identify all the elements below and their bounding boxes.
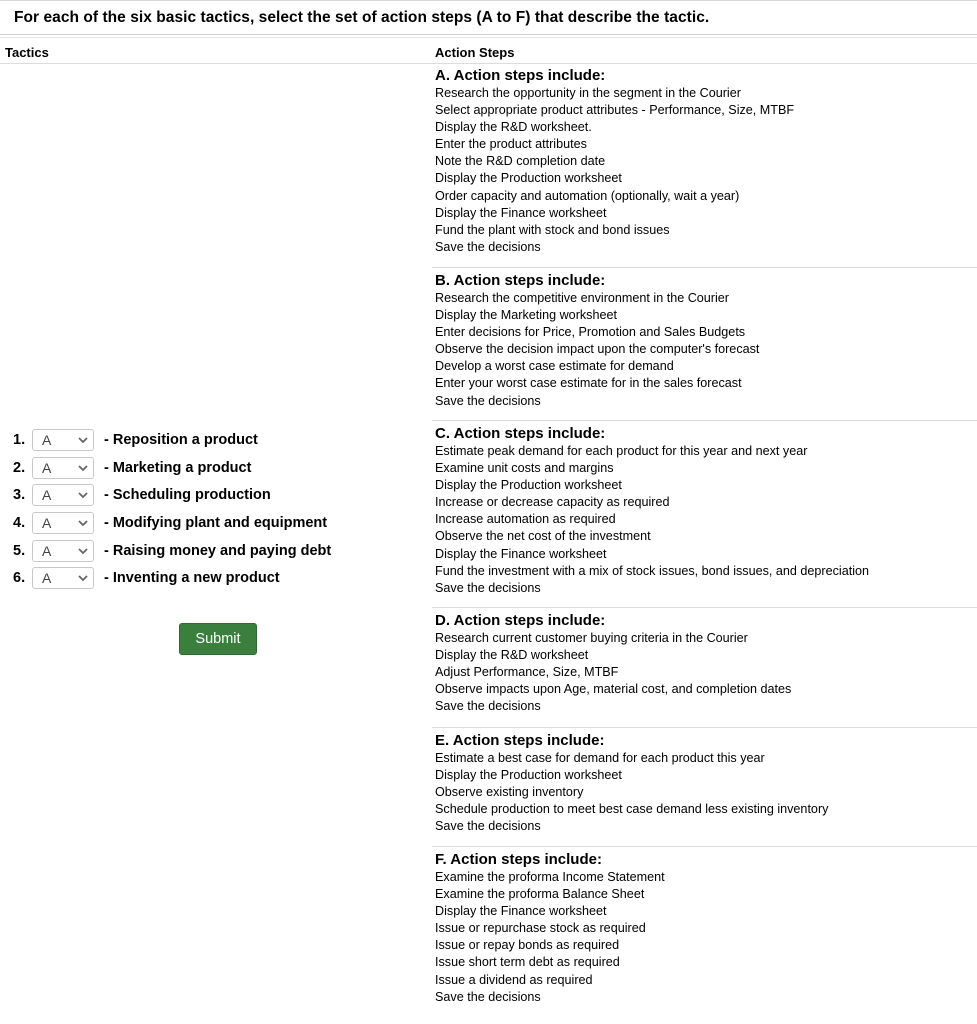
tactic-label: - Inventing a new product <box>104 570 280 586</box>
section-title: A. Action steps include: <box>435 67 606 84</box>
step-item: Enter your worst case estimate for in the sales forecast <box>435 376 742 391</box>
question-text: For each of the six basic tactics, select the set of action steps (A to F) that describe the tactic. <box>14 9 710 26</box>
column-header-divider <box>0 63 977 64</box>
tactic-row <box>0 512 420 536</box>
select-value: A <box>42 432 52 448</box>
step-item: Research the opportunity in the segment in the Courier <box>435 86 741 100</box>
section-title: B. Action steps include: <box>435 272 606 289</box>
step-item: Display the Production worksheet <box>435 171 622 186</box>
section-title: E. Action steps include: <box>435 732 605 749</box>
step-item: Display the Finance worksheet <box>435 904 607 919</box>
step-item: Select appropriate product attributes - Performance, Size, MTBF <box>435 103 795 118</box>
tactic-2-select[interactable] <box>32 457 94 479</box>
step-item: Save the decisions <box>435 989 541 1004</box>
section-divider <box>432 727 977 728</box>
step-item: Display the Production worksheet <box>435 768 622 783</box>
step-item: Adjust Performance, Size, MTBF <box>435 665 619 680</box>
tactic-1-select[interactable] <box>32 429 94 451</box>
tactic-6-select[interactable] <box>32 567 94 589</box>
step-item: Fund the plant with stock and bond issues <box>435 222 670 237</box>
step-item: Issue or repay bonds as required <box>435 938 620 953</box>
tactic-label: - Modifying plant and equipment <box>104 515 328 531</box>
tactic-3-select[interactable] <box>32 484 94 506</box>
tactic-row <box>0 457 420 481</box>
chevron-down-icon <box>78 548 88 555</box>
step-item: Save the decisions <box>435 580 541 595</box>
top-divider <box>0 0 977 1</box>
chevron-down-icon <box>78 465 88 472</box>
step-item: Issue or repurchase stock as required <box>435 921 646 936</box>
tactic-number: 6. <box>13 570 26 586</box>
step-item: Research the competitive environment in the Courier <box>435 291 729 305</box>
step-item: Note the R&D completion date <box>435 154 606 169</box>
select-value: A <box>42 487 52 503</box>
submit-button[interactable]: Submit <box>179 623 257 655</box>
section-divider <box>432 607 977 608</box>
step-item: Order capacity and automation (optionally, wait a year) <box>435 188 740 203</box>
tactic-row <box>0 540 420 564</box>
tactic-5-select[interactable] <box>32 540 94 562</box>
question-divider <box>0 34 977 35</box>
tactic-number: 4. <box>13 515 26 531</box>
action-section-a <box>435 67 794 256</box>
tactic-label: - Raising money and paying debt <box>104 543 332 559</box>
step-item: Save the decisions <box>435 819 541 834</box>
question-divider-secondary <box>0 37 977 38</box>
step-item: Display the R&D worksheet <box>435 648 589 663</box>
tactic-number: 5. <box>13 543 26 559</box>
action-steps-column-header: Action Steps <box>435 45 515 60</box>
step-item: Display the R&D worksheet. <box>435 120 592 135</box>
section-divider <box>432 420 977 421</box>
step-item: Observe the decision impact upon the computer's forecast <box>435 342 760 357</box>
section-title: C. Action steps include: <box>435 425 606 442</box>
step-item: Observe the net cost of the investment <box>435 529 651 544</box>
step-item: Observe existing inventory <box>435 785 584 800</box>
action-section-b <box>435 272 759 410</box>
step-item: Develop a worst case estimate for demand <box>435 359 674 374</box>
select-value: A <box>42 515 52 531</box>
chevron-down-icon <box>78 492 88 499</box>
step-item: Observe impacts upon Age, material cost, and completion dates <box>435 682 792 697</box>
tactic-row <box>0 429 420 453</box>
select-value: A <box>42 570 52 586</box>
step-item: Fund the investment with a mix of stock issues, bond issues, and depreciation <box>435 563 870 578</box>
action-section-c <box>435 425 869 597</box>
action-section-d <box>435 612 791 715</box>
step-item: Research current customer buying criteria in the Courier <box>435 631 748 645</box>
step-item: Display the Production worksheet <box>435 478 622 493</box>
tactic-number: 3. <box>13 487 26 503</box>
step-item: Examine the proforma Income Statement <box>435 870 665 884</box>
select-value: A <box>42 543 52 559</box>
section-divider <box>432 846 977 847</box>
tactic-row <box>0 484 420 508</box>
step-item: Display the Finance worksheet <box>435 205 607 220</box>
tactic-row <box>0 567 420 591</box>
step-item: Increase or decrease capacity as required <box>435 495 670 510</box>
step-item: Issue short term debt as required <box>435 955 620 970</box>
step-item: Increase automation as required <box>435 512 616 527</box>
chevron-down-icon <box>78 437 88 444</box>
step-item: Examine the proforma Balance Sheet <box>435 887 645 902</box>
step-item: Estimate peak demand for each product for this year and next year <box>435 444 808 458</box>
tactic-label: - Scheduling production <box>104 487 271 503</box>
action-section-e <box>435 732 828 835</box>
step-item: Save the decisions <box>435 393 541 408</box>
tactic-label: - Marketing a product <box>104 460 252 476</box>
section-divider <box>432 267 977 268</box>
step-item: Schedule production to meet best case demand less existing inventory <box>435 802 829 817</box>
step-item: Estimate a best case for demand for each product this year <box>435 751 765 765</box>
action-section-f <box>435 851 665 1006</box>
tactic-4-select[interactable] <box>32 512 94 534</box>
select-value: A <box>42 460 52 476</box>
step-item: Display the Marketing worksheet <box>435 308 617 323</box>
tactic-label: - Reposition a product <box>104 432 258 448</box>
step-item: Examine unit costs and margins <box>435 461 614 476</box>
step-item: Issue a dividend as required <box>435 972 593 987</box>
tactics-column-header: Tactics <box>5 45 49 60</box>
tactic-number: 2. <box>13 460 26 476</box>
tactic-number: 1. <box>13 432 26 448</box>
chevron-down-icon <box>78 575 88 582</box>
step-item: Enter the product attributes <box>435 137 587 152</box>
step-item: Save the decisions <box>435 699 541 714</box>
section-title: D. Action steps include: <box>435 612 606 629</box>
chevron-down-icon <box>78 520 88 527</box>
section-title: F. Action steps include: <box>435 851 602 868</box>
step-item: Display the Finance worksheet <box>435 546 607 561</box>
step-item: Enter decisions for Price, Promotion and Sales Budgets <box>435 325 746 340</box>
step-item: Save the decisions <box>435 239 541 254</box>
